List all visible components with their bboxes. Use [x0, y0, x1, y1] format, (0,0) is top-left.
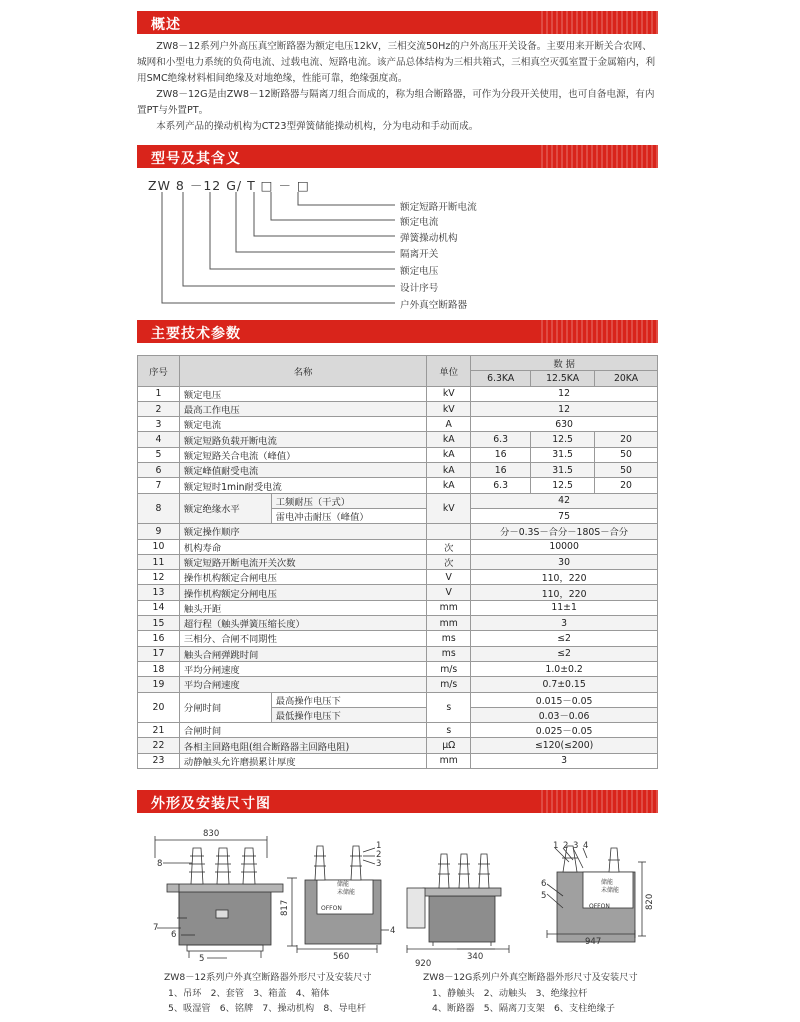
cell-value: 10000 [471, 539, 658, 554]
cell-name: 额定电流 [179, 417, 426, 432]
callout-2-right: 2 [563, 841, 569, 851]
cell-value-12-5ka: 12.5 [531, 432, 595, 447]
cell-unit: mm [427, 753, 471, 768]
callout-2-mid: 2 [376, 850, 382, 860]
cell-name: 额定峰值耐受电流 [179, 463, 426, 478]
legend-left-line-2: 5、吸湿管 6、铭牌 7、操动机构 8、导电杆 [168, 1003, 366, 1014]
caption-left: ZW8－12系列户外真空断路器外形尺寸及安装尺寸 [164, 972, 372, 983]
cell-no: 21 [138, 723, 180, 738]
table-row [138, 417, 658, 432]
cell-name: 额定操作顺序 [179, 524, 426, 539]
cell-unit: 次 [427, 539, 471, 554]
section-header-dims [137, 790, 658, 813]
callout-3-mid: 3 [376, 859, 382, 869]
table-row [138, 585, 658, 600]
header-pattern [538, 790, 658, 813]
cell-value: 630 [471, 417, 658, 432]
cell-no: 8 [138, 493, 180, 524]
cell-no: 20 [138, 692, 180, 723]
cell-unit: s [427, 692, 471, 723]
cell-name: 平均合闸速度 [179, 677, 426, 692]
cell-name: 额定电压 [179, 386, 426, 401]
table-row [138, 386, 658, 401]
cell-value-20ka: 20 [595, 478, 658, 493]
cell-no: 16 [138, 631, 180, 646]
cell-name: 操作机构额定合闸电压 [179, 570, 426, 585]
header-col-6-3ka: 6.3KA [471, 371, 531, 386]
table-row [138, 600, 658, 615]
header-no: 序号 [138, 356, 180, 387]
cell-value: 12 [471, 386, 658, 401]
cell-name: 额定短路关合电流（峰值） [179, 447, 426, 462]
overview-paragraph-1: ZW8－12系列户外高压真空断路器为额定电压12kV，三相交流50Hz的户外高压开关设备。主要用来开断关合农网、城网和小型电力系统的负荷电流、过载电流、短路电流。该产品总体结构为三相共箱式，三相真空灭弧室置于金属箱内，利用SMC绝缘材料相间绝缘及对地绝缘，性能可靠，绝缘强度高。 [137, 41, 656, 84]
cell-name: 三相分、合闸不同期性 [179, 631, 426, 646]
cell-value: 42 [471, 493, 658, 508]
callout-1-mid: 1 [376, 841, 382, 851]
cell-no: 4 [138, 432, 180, 447]
cell-no: 7 [138, 478, 180, 493]
cell-value: 12 [471, 401, 658, 416]
overview-paragraph-3: 本系列产品的操动机构为CT23型弹簧储能操动机构，分为电动和手动而成。 [156, 121, 479, 132]
table-row [138, 463, 658, 478]
caption-right: ZW8－12G系列户外真空断路器外形尺寸及安装尺寸 [423, 972, 638, 983]
panel-label-on: 储能 [337, 881, 350, 888]
table-row [138, 753, 658, 768]
cell-unit: kA [427, 463, 471, 478]
cell-no: 23 [138, 753, 180, 768]
callout-8: 8 [157, 859, 163, 869]
cell-name: 操作机构额定分闸电压 [179, 585, 426, 600]
cell-value: ≤120(≤200) [471, 738, 658, 753]
header-unit: 单位 [427, 356, 471, 387]
table-row [138, 738, 658, 753]
cell-value: ≤2 [471, 631, 658, 646]
section-title: 概述 [151, 17, 181, 33]
callout-3-right: 3 [573, 841, 579, 851]
table-row [138, 432, 658, 447]
cell-no: 6 [138, 463, 180, 478]
zw8g-front-drawing [407, 854, 509, 953]
cell-value: 分－0.3S－合分－180S－合分 [471, 524, 658, 539]
header-name: 名称 [179, 356, 426, 387]
cell-name: 合闸时间 [179, 723, 426, 738]
panel-label-onoff-right: OFFON [589, 903, 610, 910]
header-col-20ka: 20KA [595, 371, 658, 386]
cell-name: 分闸时间 [179, 692, 271, 723]
cell-value-12-5ka: 12.5 [531, 478, 595, 493]
section-title: 型号及其含义 [151, 151, 241, 167]
cell-no: 19 [138, 677, 180, 692]
cell-value: ≤2 [471, 646, 658, 661]
callout-5-right: 5 [541, 891, 547, 901]
cell-no: 2 [138, 401, 180, 416]
table-row [138, 616, 658, 631]
cell-unit: 次 [427, 554, 471, 569]
cell-unit: kV [427, 401, 471, 416]
model-desc-design-serial: 设计序号 [400, 283, 439, 294]
cell-no: 11 [138, 554, 180, 569]
table-row [138, 447, 658, 462]
table-row [138, 661, 658, 676]
cell-value: 0.03－0.06 [471, 707, 658, 722]
cell-unit: V [427, 585, 471, 600]
model-desc-breaking-current: 额定短路开断电流 [400, 202, 477, 213]
cell-value: 0.7±0.15 [471, 677, 658, 692]
panel-label-onoff: OFFON [321, 905, 342, 912]
cell-value: 75 [471, 508, 658, 523]
legend-right-line-2: 4、断路器 5、隔离刀支架 6、支柱绝缘子 [432, 1003, 615, 1014]
cell-value-12-5ka: 31.5 [531, 447, 595, 462]
dim-label-340: 340 [467, 952, 484, 962]
cell-value-6-3ka: 6.3 [471, 478, 531, 493]
cell-name: 触头开距 [179, 600, 426, 615]
section-title: 外形及安装尺寸图 [151, 796, 271, 812]
cell-no: 13 [138, 585, 180, 600]
panel-label-off-right: 未储能 [601, 887, 620, 894]
model-desc-spring-mechanism: 弹簧操动机构 [400, 233, 458, 244]
cell-value: 1.0±0.2 [471, 661, 658, 676]
panel-label-off: 未储能 [337, 889, 356, 896]
legend-left-line-1: 1、吊环 2、套管 3、箱盖 4、箱体 [168, 988, 330, 999]
cell-name: 触头合闸弹跳时间 [179, 646, 426, 661]
model-code: ZW 8 －12 G/ T □ － □ [148, 178, 310, 193]
spec-table [137, 355, 658, 769]
cell-value-12-5ka: 31.5 [531, 463, 595, 478]
zw8-side-drawing [287, 846, 389, 953]
cell-name: 额定绝缘水平 [179, 493, 271, 524]
cell-unit: s [427, 723, 471, 738]
table-row [138, 539, 658, 554]
cell-name: 超行程（触头弹簧压缩长度） [179, 616, 426, 631]
cell-value: 110，220 [471, 570, 658, 585]
cell-no: 5 [138, 447, 180, 462]
cell-no: 22 [138, 738, 180, 753]
cell-unit [427, 524, 471, 539]
cell-unit: kV [427, 493, 471, 524]
cell-value: 3 [471, 753, 658, 768]
cell-value-20ka: 50 [595, 463, 658, 478]
cell-value: 30 [471, 554, 658, 569]
model-desc-isolating-switch: 隔离开关 [400, 249, 439, 260]
cell-name: 额定短路开断电流开关次数 [179, 554, 426, 569]
cell-unit: kA [427, 432, 471, 447]
cell-value-6-3ka: 16 [471, 447, 531, 462]
cell-name: 最高工作电压 [179, 401, 426, 416]
cell-no: 9 [138, 524, 180, 539]
cell-subname: 雷电冲击耐压（峰值） [271, 508, 427, 523]
callout-6-right: 6 [541, 879, 547, 889]
zw8g-side-drawing [547, 846, 646, 942]
cell-no: 10 [138, 539, 180, 554]
cell-value: 110，220 [471, 585, 658, 600]
dim-label-830: 830 [203, 829, 220, 839]
callout-5: 5 [199, 954, 205, 964]
overview-paragraph-2: ZW8－12G是由ZW8－12断路器与隔离刀组合而成的，称为组合断路器，可作为分段开关使用，也可自备电源，有内置PT与外置PT。 [137, 89, 655, 116]
table-row [138, 401, 658, 416]
table-row [138, 554, 658, 569]
table-row [138, 570, 658, 585]
dim-label-817: 817 [280, 899, 290, 916]
cell-unit: V [427, 570, 471, 585]
header-pattern [538, 320, 658, 343]
dim-label-820: 820 [645, 893, 655, 910]
table-row [138, 692, 658, 707]
cell-value-20ka: 20 [595, 432, 658, 447]
cell-no: 17 [138, 646, 180, 661]
table-row [138, 524, 658, 539]
cell-subname: 工频耐压（干式） [271, 493, 427, 508]
cell-name: 额定短时1min耐受电流 [179, 478, 426, 493]
model-desc-outdoor-vacuum-breaker: 户外真空断路器 [400, 300, 468, 311]
cell-unit: A [427, 417, 471, 432]
cell-unit: ms [427, 646, 471, 661]
header-data: 数 据 [471, 356, 658, 371]
callout-4-right: 4 [583, 841, 589, 851]
table-row [138, 493, 658, 508]
model-desc-rated-voltage: 额定电压 [400, 266, 439, 277]
section-header-params [137, 320, 658, 343]
table-row [138, 723, 658, 738]
cell-unit: ms [427, 631, 471, 646]
cell-unit: kA [427, 447, 471, 462]
cell-no: 12 [138, 570, 180, 585]
cell-value-20ka: 50 [595, 447, 658, 462]
dim-label-920: 920 [415, 959, 432, 968]
dimension-drawings [137, 818, 658, 968]
callout-1-right: 1 [553, 841, 559, 851]
cell-value-6-3ka: 6.3 [471, 432, 531, 447]
cell-value: 11±1 [471, 600, 658, 615]
panel-label-on-right: 储能 [601, 879, 614, 886]
cell-unit: m/s [427, 677, 471, 692]
cell-no: 15 [138, 616, 180, 631]
cell-no: 3 [138, 417, 180, 432]
dim-label-560: 560 [333, 952, 350, 962]
table-row [138, 478, 658, 493]
cell-value-6-3ka: 16 [471, 463, 531, 478]
cell-subname: 最高操作电压下 [271, 692, 427, 707]
model-desc-rated-current: 额定电流 [400, 217, 439, 228]
cell-no: 14 [138, 600, 180, 615]
table-row [138, 646, 658, 661]
cell-value: 3 [471, 616, 658, 631]
cell-name: 平均分闸速度 [179, 661, 426, 676]
section-title: 主要技术参数 [151, 326, 241, 342]
table-row [138, 631, 658, 646]
header-col-12-5ka: 12.5KA [531, 371, 595, 386]
callout-7: 7 [153, 923, 159, 933]
cell-unit: m/s [427, 661, 471, 676]
cell-name: 各相主回路电阻(组合断路器主回路电阻) [179, 738, 426, 753]
cell-no: 18 [138, 661, 180, 676]
cell-name: 额定短路负载开断电流 [179, 432, 426, 447]
cell-unit: mm [427, 600, 471, 615]
callout-4-mid: 4 [390, 926, 396, 936]
cell-subname: 最低操作电压下 [271, 707, 427, 722]
table-row [138, 677, 658, 692]
cell-unit: μΩ [427, 738, 471, 753]
cell-name: 动静触头允许磨损累计厚度 [179, 753, 426, 768]
cell-unit: mm [427, 616, 471, 631]
callout-6: 6 [171, 930, 177, 940]
cell-name: 机构寿命 [179, 539, 426, 554]
cell-no: 1 [138, 386, 180, 401]
cell-value: 0.025－0.05 [471, 723, 658, 738]
cell-unit: kA [427, 478, 471, 493]
cell-unit: kV [427, 386, 471, 401]
legend-right-line-1: 1、静触头 2、动触头 3、绝缘拉杆 [432, 988, 588, 999]
dim-label-947: 947 [585, 937, 602, 947]
cell-value: 0.015－0.05 [471, 692, 658, 707]
